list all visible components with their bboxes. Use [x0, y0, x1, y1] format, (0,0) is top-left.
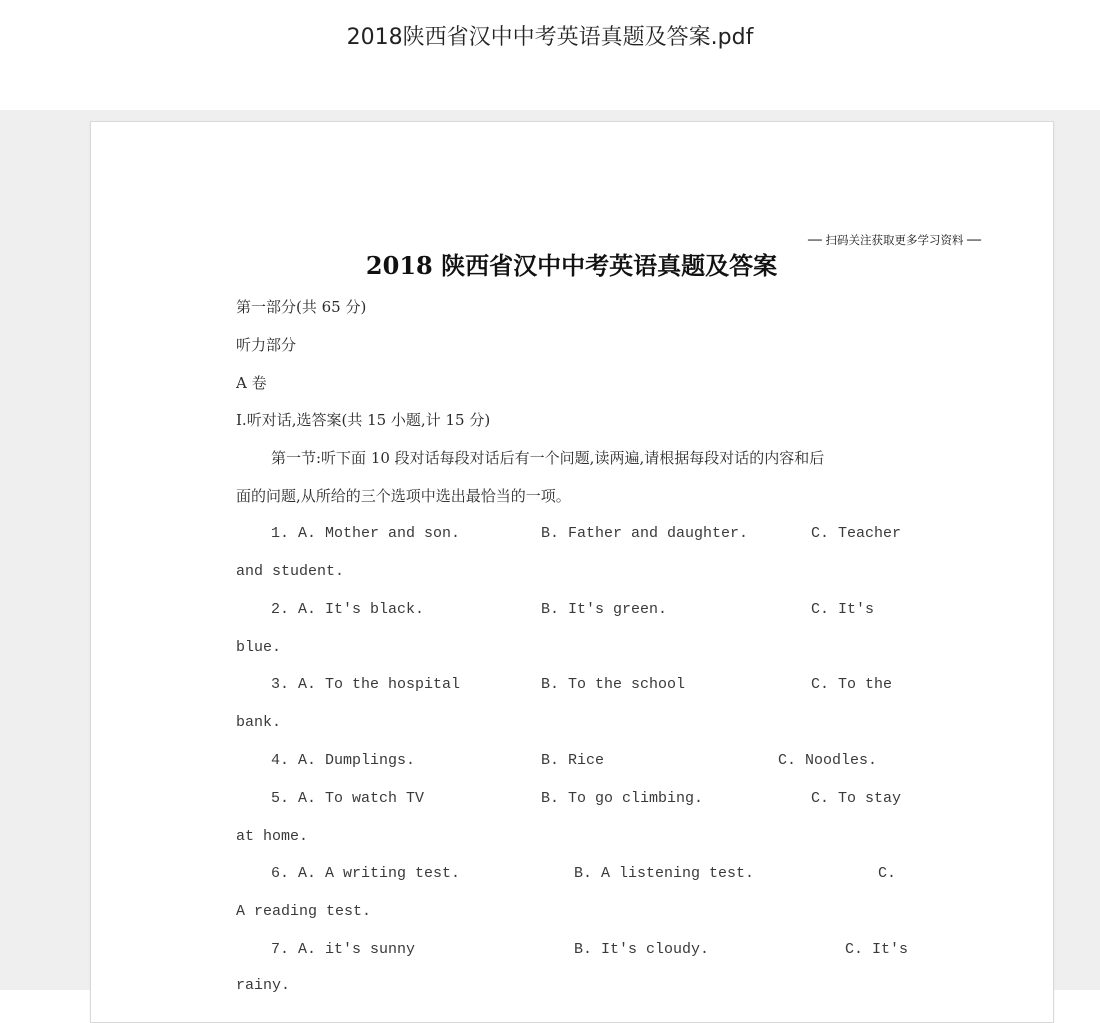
question-5-option-b: B. To go climbing.: [541, 790, 704, 807]
question-1-option-b: B. Father and daughter.: [541, 525, 749, 542]
question-2-option-a: 2. A. It's black.: [271, 601, 425, 618]
question-7-option-a: 7. A. it's sunny: [271, 941, 416, 958]
question-5-option-c: C. To stay: [811, 790, 902, 807]
question-1-option-c: C. Teacher: [811, 525, 902, 542]
viewer-header: [0, 0, 1100, 110]
instruction-line-1: 第一节:听下面 10 段对话每段对话后有一个问题,读两遍,请根据每段对话的内容和后: [271, 449, 825, 467]
question-5-wrap: at home.: [236, 828, 309, 845]
question-2-option-c: C. It's: [811, 601, 875, 618]
question-4-option-c: C. Noodles.: [778, 752, 878, 769]
question-3-option-a: 3. A. To the hospital: [271, 676, 461, 693]
file-title: 2018陕西省汉中中考英语真题及答案.pdf: [346, 25, 754, 50]
section-heading: I.听对话,选答案(共 15 小题,计 15 分): [236, 411, 491, 429]
question-6-option-a: 6. A. A writing test.: [271, 865, 461, 882]
question-1-wrap: and student.: [236, 563, 345, 580]
question-7-option-b: B. It's cloudy.: [574, 941, 710, 958]
question-4-option-a: 4. A. Dumplings.: [271, 752, 416, 769]
question-7-wrap: rainy.: [236, 977, 291, 994]
question-5-option-a: 5. A. To watch TV: [271, 790, 425, 807]
question-2-option-b: B. It's green.: [541, 601, 668, 618]
volume-heading: A 卷: [236, 374, 267, 392]
document-title: 2018 陕西省汉中中考英语真题及答案: [365, 251, 778, 280]
qr-promo-stamp: ── 扫码关注获取更多学习资料 ──: [808, 233, 982, 247]
listening-heading: 听力部分: [236, 336, 297, 354]
question-7-option-c: C. It's: [845, 941, 909, 958]
question-3-option-c: C. To the: [811, 676, 893, 693]
part-heading: 第一部分(共 65 分): [236, 298, 367, 316]
question-1-option-a: 1. A. Mother and son.: [271, 525, 461, 542]
question-2-wrap: blue.: [236, 639, 282, 656]
instruction-line-2: 面的问题,从所给的三个选项中选出最恰当的一项。: [236, 487, 571, 505]
question-3-option-b: B. To the school: [541, 676, 686, 693]
question-6-option-b: B. A listening test.: [574, 865, 755, 882]
question-6-wrap: A reading test.: [236, 903, 372, 920]
question-6-option-c: C.: [878, 865, 897, 882]
question-3-wrap: bank.: [236, 714, 282, 731]
question-4-option-b: B. Rice: [541, 752, 605, 769]
